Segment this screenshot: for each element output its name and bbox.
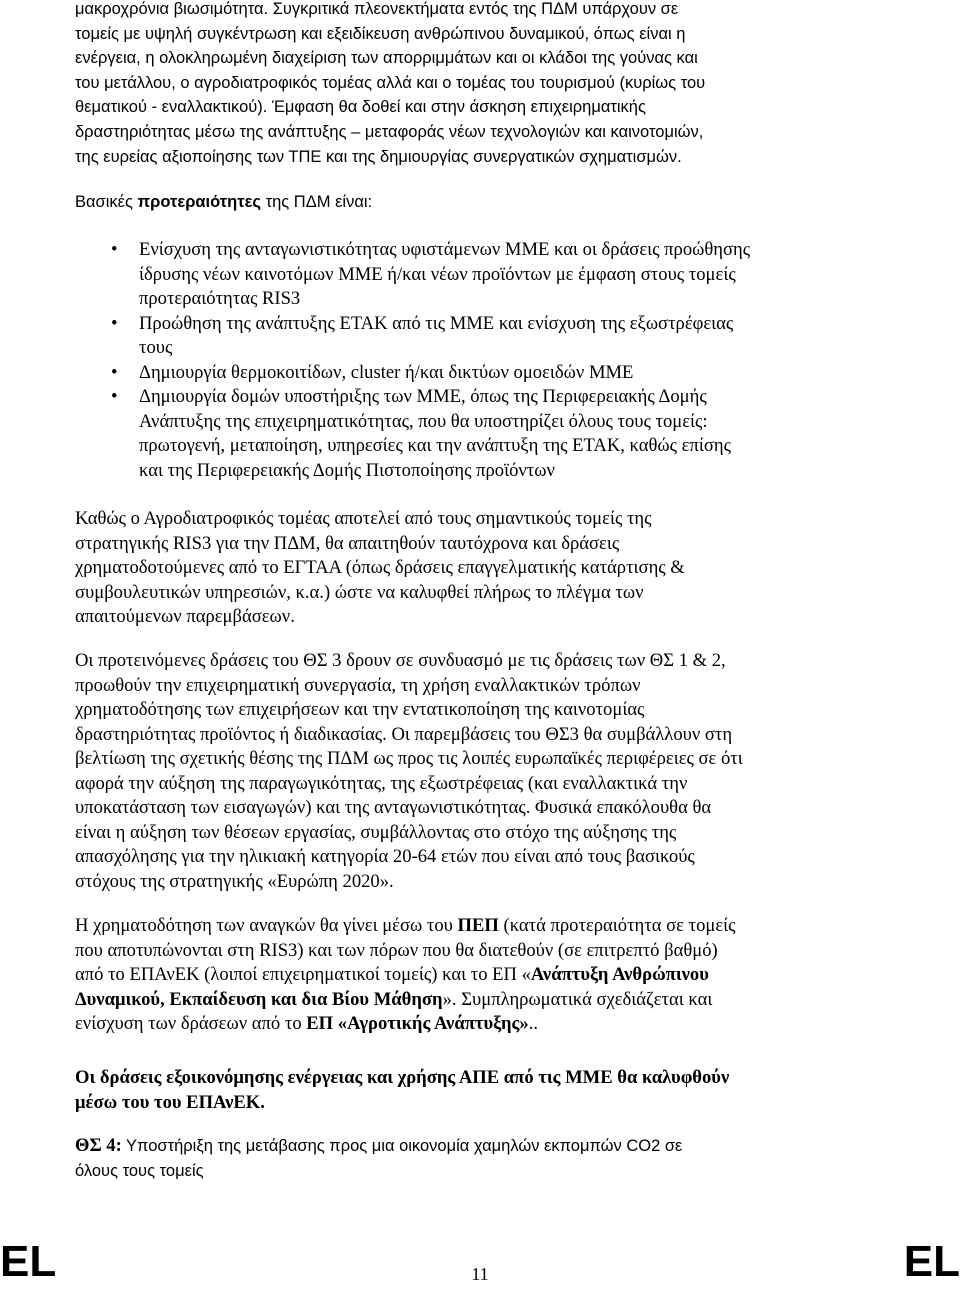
funding-text: ενίσχυση των δράσεων από το (75, 1013, 307, 1034)
priority-line: Ενίσχυση της ανταγωνιστικότητας υφιστάμενων ΜΜΕ και οι δράσεις προώθησης (139, 239, 751, 260)
os3-line: δραστηριότητας προϊόντος ή διαδικασίας. Οι παρεμβάσεις του ΘΣ3 θα συμβάλλουν στη (75, 723, 733, 745)
agrofood-paragraph (75, 507, 845, 630)
funding-program-name: Ανάπτυξη Ανθρώπινου (530, 964, 709, 985)
energy-line: μέσω του του ΕΠΑνΕΚ. (75, 1091, 265, 1113)
priority-item (75, 312, 845, 361)
bullet-icon: • (111, 386, 118, 407)
energy-line: Οι δράσεις εξοικονόμησης ενέργειας και χρήσης ΑΠΕ από τις ΜΜΕ θα καλυφθούν (75, 1067, 730, 1088)
page-number: 11 (471, 1264, 489, 1284)
priority-line: τους (139, 337, 173, 358)
footer-language-code-left: EL (0, 1237, 57, 1286)
priorities-intro (75, 190, 845, 215)
intro-line: δραστηριότητας μέσω της ανάπτυξης – μεταφοράς νέων τεχνολογιών και καινοτομιών, (75, 122, 704, 141)
agrofood-line: χρηματοδοτούμενες από το ΕΓΤΑΑ (όπως δράσεις επαγγελματικής κατάρτισης & (75, 557, 685, 578)
priority-item (75, 361, 845, 386)
funding-text: .. (528, 1013, 538, 1034)
os3-line: χρηματοδότησης των επιχειρήσεων και την εντατικοποίηση της καινοτομίας (75, 699, 645, 720)
funding-program-name: Δυναμικού, Εκπαίδευση και δια Βίου Μάθηση (75, 988, 443, 1010)
bullet-icon: • (111, 312, 118, 334)
agrofood-line: απαιτούμενων παρεμβάσεων. (75, 606, 295, 627)
bullet-icon: • (111, 361, 118, 383)
funding-paragraph (75, 914, 845, 1037)
priority-line: Δημιουργία δομών υποστήριξης των ΜΜΕ, όπως της Περιφερειακής Δομής (139, 386, 707, 407)
priority-line: Ανάπτυξης της επιχειρηματικότητας, που θα υποστηρίζει όλους τους τομείς: (139, 410, 708, 432)
priorities-list (75, 238, 845, 483)
funding-text: που αποτυπώνονται στη RIS3) και των πόρων που θα διατεθούν (σε επιτρεπτό βαθμό) (75, 939, 718, 961)
intro-line: μακροχρόνια βιωσιμότητα. Συγκριτικά πλεονεκτήματα εντός της ΠΔΜ υπάρχουν σε (75, 0, 679, 18)
funding-text: από το ΕΠΑνΕΚ (λοιποί επιχειρηματικοί τομείς) και το ΕΠ « (75, 964, 531, 985)
funding-pep: ΠΕΠ (457, 915, 499, 936)
priority-line: Δημιουργία θερμοκοιτίδων, cluster ή/και δικτύων ομοειδών ΜΜΕ (139, 361, 634, 383)
os3-paragraph (75, 649, 845, 894)
priority-line: πρωτογενή, μεταποίηση, υπηρεσίες και την ανάπτυξη της ΕΤΑΚ, καθώς επίσης (139, 435, 731, 456)
priorities-keyword: προτεραιότητες (137, 193, 261, 211)
os3-line: στόχους της στρατηγικής «Ευρώπη 2020». (75, 870, 394, 892)
os3-line: βελτίωση της σχετικής θέσης της ΠΔΜ ως προς τις λοιπές ευρωπαϊκές περιφέρειες σε ότι (75, 748, 743, 769)
intro-line: του μετάλλου, ο αγροδιατροφικός τομέας αλλά και ο τομέας του τουρισμού (κυρίως του (75, 73, 706, 92)
funding-text: (κατά προτεραιότητα σε τομείς (498, 915, 736, 936)
os3-line: προωθούν την επιχειρηματική συνεργασία, τη χρήση εναλλακτικών τρόπων (75, 674, 641, 696)
funding-text: ». Συμπληρωματικά σχεδιάζεται και (442, 988, 713, 1010)
ts4-text: όλους τους τομείς (75, 1161, 204, 1180)
intro-line: θεματικού - εναλλακτικού). Έμφαση θα δοθεί και στην άσκηση επιχειρηματικής (75, 98, 646, 117)
priorities-intro-text: Βασικές (75, 193, 138, 211)
os3-line: αφορά την αύξηση της παραγωγικότητας, της εξωστρέφειας (και εναλλακτικά την (75, 772, 688, 794)
os3-line: Οι προτεινόμενες δράσεις του ΘΣ 3 δρουν σε συνδυασμό με τις δράσεις των ΘΣ 1 & 2, (75, 650, 726, 671)
agrofood-line: Καθώς ο Αγροδιατροφικός τομέας αποτελεί από τους σημαντικούς τομείς της (75, 508, 652, 529)
intro-line: τομείς με υψηλή συγκέντρωση και εξειδίκευση ανθρώπινου δυναμικού, όπως είναι η (75, 24, 686, 43)
agrofood-line: συμβουλευτικών υπηρεσιών, κ.α.) ώστε να καλυφθεί πλήρως το πλέγμα των (75, 581, 644, 603)
bullet-icon: • (111, 239, 118, 260)
footer-language-code-right: EL (903, 1237, 960, 1286)
os3-line: είναι η αύξηση των θέσεων εργασίας, συμβάλλοντας στο στόχο της αύξησης της (75, 821, 677, 843)
funding-agri-program: ΕΠ «Αγροτικής Ανάπτυξης» (306, 1013, 529, 1034)
ts4-paragraph (75, 1134, 845, 1183)
intro-line: της ευρείας αξιοποίησης των ΤΠΕ και της δημιουργίας συνεργατικών σχηματισμών. (75, 147, 682, 166)
intro-paragraph (75, 0, 845, 169)
os3-line: απασχόλησης για την ηλικιακή κατηγορία 20-64 ετών που είναι από τους βασικούς (75, 846, 695, 867)
intro-line: ενέργεια, η ολοκληρωμένη διαχείριση των απορριμμάτων και οι κλάδοι της γούνας και (75, 49, 698, 68)
priority-line: και της Περιφερειακής Δομής Πιστοποίησης προϊόντων (139, 459, 555, 481)
agrofood-line: στρατηγικής RIS3 για την ΠΔΜ, θα απαιτηθούν ταυτόχρονα και δράσεις (75, 532, 620, 554)
priority-line: προτεραιότητας RIS3 (139, 288, 301, 309)
funding-text: Η χρηματοδότηση των αναγκών θα γίνει μέσω του (75, 915, 458, 936)
priority-item (75, 385, 845, 483)
ts4-text: Υποστήριξη της μετάβασης προς μια οικονομία χαμηλών εκπομπών CO2 σε (121, 1137, 683, 1155)
os3-line: υποκατάσταση των εισαγωγών) και της ανταγωνιστικότητας. Φυσικά επακόλουθα θα (75, 797, 712, 818)
priorities-intro-text-end: της ΠΔΜ είναι: (260, 193, 373, 211)
priority-item (75, 238, 845, 312)
priority-line: ίδρυσης νέων καινοτόμων ΜΜΕ ή/και νέων προϊόντων με έμφαση στους τομείς (139, 263, 736, 285)
priority-line: Προώθηση της ανάπτυξης ΕΤΑΚ από τις ΜΜΕ και ενίσχυση της εξωστρέφειας (139, 312, 734, 334)
ts4-label: ΘΣ 4: (75, 1135, 122, 1156)
energy-paragraph (75, 1066, 845, 1115)
